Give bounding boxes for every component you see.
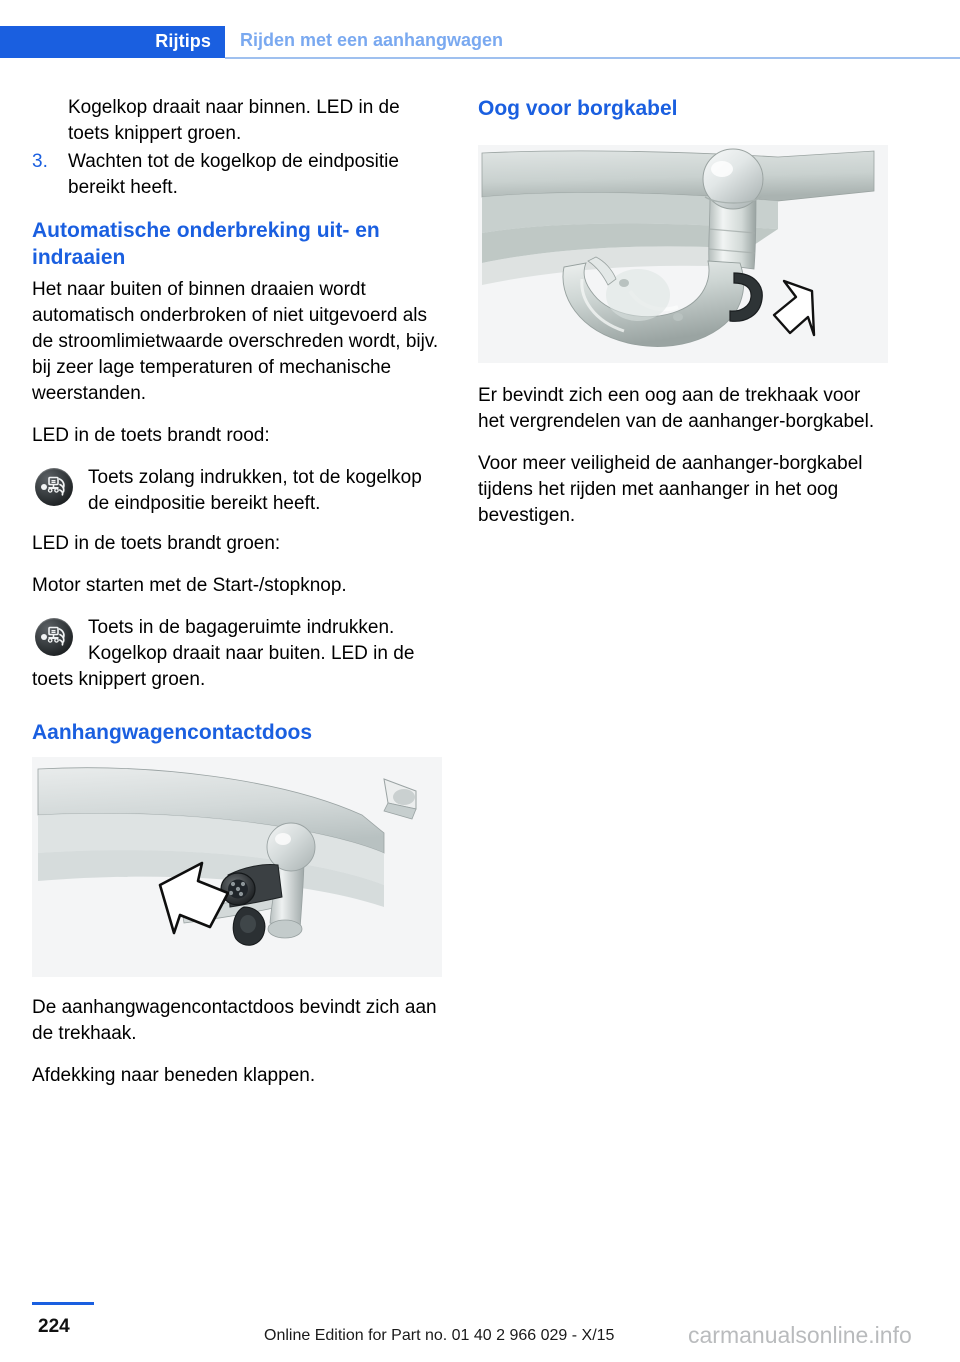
paragraph-start-engine: Motor starten met de Start-/stopknop. [32, 575, 347, 596]
instruction-row-led-green [32, 615, 442, 693]
page-number: 224 [38, 1316, 70, 1337]
instruction-text-ball-swings-out: Kogelkop draait naar buiten. LED in de [88, 643, 415, 664]
tow-hitch-button-icon [35, 618, 73, 656]
left-column-lower [32, 995, 442, 1105]
edition-notice: Online Edition for Part no. 01 40 2 966 029 - X/15 [264, 1327, 615, 1344]
step-number: 3. [32, 151, 48, 172]
footer-divider [32, 1302, 94, 1305]
left-column [32, 95, 442, 752]
numbered-step-3 [32, 149, 442, 201]
paragraph-socket-location: De aanhangwagencontactdoos bevindt zich aan de trekhaak. [32, 997, 437, 1044]
instruction-text-press-button: Toets in de bagageruimte indrukken. [88, 617, 395, 638]
paragraph-attach-cable: Voor meer veiligheid de aanhanger-borgkabel tijdens het rijden met aanhanger in het oog bevestigen. [478, 453, 863, 526]
tow-hitch-button-icon [35, 468, 73, 506]
page-header [0, 26, 960, 58]
heading-trailer-socket: Aanhangwagencontactdoos [32, 721, 313, 744]
right-column [478, 95, 888, 128]
label-led-green: LED in de toets brandt groen: [32, 533, 281, 554]
right-column-lower [478, 383, 888, 545]
header-section-tab-label: Rijtips [155, 31, 211, 51]
heading-automatic-interruption: Automatische onderbreking uit- en indraaien [32, 219, 380, 269]
label-led-red: LED in de toets brandt rood: [32, 425, 270, 446]
instruction-row-led-red [32, 465, 442, 517]
figure-trailer-socket [32, 757, 442, 977]
header-chapter-title: Rijden met een aanhangwagen [240, 30, 504, 50]
paragraph-automatic-interruption: Het naar buiten of binnen draaien wordt automatisch onderbroken of niet uitgevoerd als de stroomlimietwaarde overschreden wordt, bijv. bij zeer lage temperaturen of mechanische weerstanden. [32, 279, 439, 404]
site-watermark: carmanualsonline.info [688, 1322, 912, 1348]
figure-tow-hitch-eye [478, 145, 888, 363]
step-text: Wachten tot de kogelkop de eindpositie bereikt heeft. [68, 151, 399, 198]
paragraph-eye-location: Er bevindt zich een oog aan de trekhaak voor het vergrendelen van de aanhanger-borgkabel. [478, 385, 875, 432]
paragraph-fold-cover: Afdekking naar beneden klappen. [32, 1065, 316, 1086]
instruction-text-led-red: Toets zolang indrukken, tot de kogelkop de eindpositie bereikt heeft. [88, 467, 422, 514]
header-divider [225, 57, 960, 59]
header-section-tab [0, 26, 225, 58]
step-continuation-text: Kogelkop draait naar binnen. LED in de toets knippert groen. [68, 97, 400, 144]
heading-safety-cable-eye: Oog voor borgkabel [478, 97, 678, 120]
instruction-text-ball-swings-out-cont: toets knippert groen. [32, 669, 206, 690]
